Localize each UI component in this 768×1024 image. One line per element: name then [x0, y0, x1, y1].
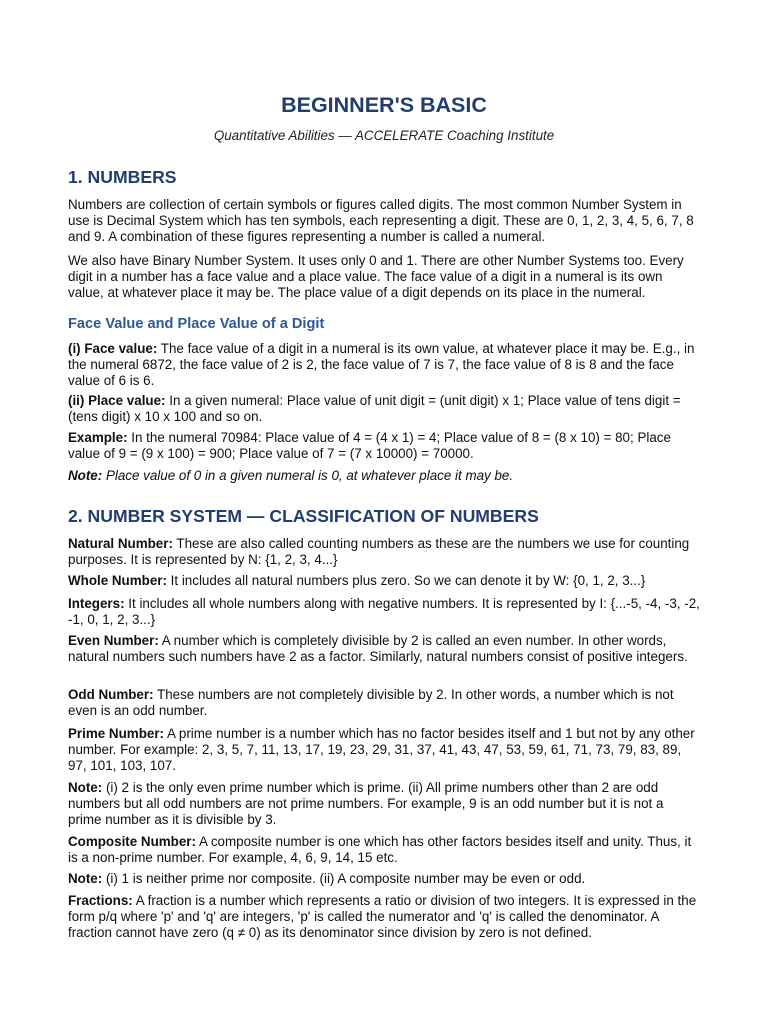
- prime-number-label: Prime Number:: [68, 726, 164, 741]
- example-label: Example:: [68, 430, 128, 445]
- paragraph-even-number: [68, 633, 700, 665]
- fractions-label: Fractions:: [68, 893, 133, 908]
- composite-note-label: Note:: [68, 871, 103, 886]
- paragraph-natural-number: [68, 536, 700, 568]
- section-heading-number-system: 2. NUMBER SYSTEM — CLASSIFICATION OF NUMBERS: [68, 506, 539, 526]
- note-text: Place value of 0 in a given numeral is 0, at whatever place it may be.: [102, 468, 514, 483]
- paragraph-numbers-intro: Numbers are collection of certain symbols or figures called digits. The most common Number System in use is Decimal System which has ten symbols, each representing a digit. These are 0, 1, 2, 3, 4, 5, 6, 7, 8 and 9. A combination of these figures representing a number is called a numeral.: [68, 197, 694, 245]
- prime-note-label: Note:: [68, 780, 103, 795]
- section-heading-numbers: 1. NUMBERS: [68, 167, 177, 187]
- paragraph-fractions: [68, 893, 700, 942]
- fractions-text: A fraction is a number which represents a ratio or division of two integers. It is expressed in the form p/q where 'p' and 'q' are integers, 'p' is called the numerator and 'q' is called the denominator. A fraction cannot have zero (q ≠ 0) as its denominator since division by zero is not defined.: [68, 893, 697, 941]
- place-value-text: In a given numeral: Place value of unit digit = (unit digit) x 1; Place value of tens digit = (tens digit) x 10 x 100 and so on.: [68, 393, 681, 425]
- composite-number-text: A composite number is one which has other factors besides itself and unity. Thus, it is a non-prime number. For example, 4, 6, 9, 14, 15 etc.: [68, 834, 692, 866]
- paragraph-binary-system: We also have Binary Number System. It uses only 0 and 1. There are other Number Systems too. Every digit in a number has a face value and a place value. The face value of a digit in a numeral is its own value, at whatever place it may be. The place value of a digit depends on its place in the numeral.: [68, 253, 684, 301]
- face-value-label: (i) Face value:: [68, 341, 158, 356]
- whole-number-label: Whole Number:: [68, 573, 167, 588]
- odd-number-label: Odd Number:: [68, 687, 154, 702]
- natural-number-text: These are also called counting numbers as these are the numbers we use for counting purposes. It is represented by N: {1, 2, 3, 4...}: [68, 536, 690, 568]
- paragraph-odd-number: [68, 687, 700, 719]
- document-subtitle: Quantitative Abilities — ACCELERATE Coaching Institute: [213, 128, 555, 143]
- composite-note-text: (i) 1 is neither prime nor composite. (ii) A composite number may be even or odd.: [102, 871, 586, 886]
- paragraph-prime-number: [68, 726, 700, 775]
- even-number-label: Even Number:: [68, 633, 159, 648]
- example-text: In the numeral 70984: Place value of 4 = (4 x 1) = 4; Place value of 8 = (8 x 10) = 80; Place value of 9 = (9 x 100) = 900; Place value of 7 = (7 x 10000) = 70000.: [68, 430, 671, 462]
- note-label: Note:: [68, 468, 103, 483]
- document-title: BEGINNER'S BASIC: [281, 93, 487, 117]
- paragraph-whole-number: [68, 573, 700, 589]
- paragraph-place-value: [68, 393, 700, 425]
- prime-number-text: A prime number is a number which has no factor besides itself and 1 but not by any other number. For example: 2, 3, 5, 7, 11, 13, 17, 19, 23, 29, 31, 37, 41, 43, 47, 53, 59, 61, 71, 73, 79, 83, 89, 97, 101, 103, 107.: [68, 726, 695, 774]
- paragraph-composite-number: [68, 834, 700, 866]
- paragraph-face-value: [68, 341, 700, 390]
- subheading-face-place-value: Face Value and Place Value of a Digit: [68, 316, 325, 332]
- paragraph-note-place-zero: [68, 468, 700, 484]
- face-value-text: The face value of a digit in a numeral is its own value, at whatever place it may be. E.g., in the numeral 6872, the face value of 2 is 2, the face value of 7 is 7, the face value of 8 is 8 and the face value of 6 is 6.: [68, 341, 695, 389]
- integers-text: It includes all whole numbers along with negative numbers. It is represented by I: {...-5, -4, -3, -2, -1, 0, 1, 2, 3...}: [68, 596, 700, 628]
- paragraph-example: [68, 430, 700, 462]
- integers-label: Integers:: [68, 596, 125, 611]
- paragraph-prime-note: [68, 780, 700, 829]
- odd-number-text: These numbers are not completely divisible by 2. In other words, a number which is not even is an odd number.: [68, 687, 674, 719]
- even-number-text: A number which is completely divisible by 2 is called an even number. In other words, natural numbers such numbers have 2 as a factor. Similarly, natural numbers consist of positive integers.: [68, 633, 688, 665]
- composite-number-label: Composite Number:: [68, 834, 196, 849]
- natural-number-label: Natural Number:: [68, 536, 173, 551]
- paragraph-integers: [68, 596, 700, 628]
- paragraph-composite-note: [68, 871, 700, 887]
- prime-note-text: (i) 2 is the only even prime number which is prime. (ii) All prime numbers other than 2 are odd numbers but all odd numbers are not prime numbers. For example, 9 is an odd number but it is not a prime number as it is divisible by 3.: [68, 780, 664, 828]
- place-value-label: (ii) Place value:: [68, 393, 166, 408]
- whole-number-text: It includes all natural numbers plus zero. So we can denote it by W: {0, 1, 2, 3...}: [166, 573, 646, 588]
